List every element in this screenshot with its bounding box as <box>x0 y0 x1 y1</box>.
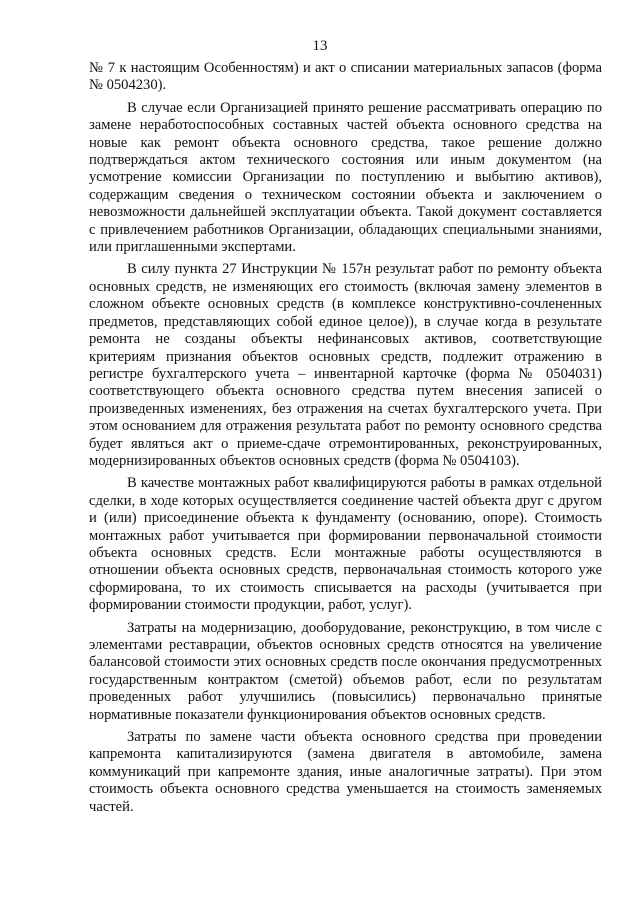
paragraph-instruction-157n: В силу пункта 27 Инструкции № 157н результат работ по ремонту объекта основных средств, не изменяющих его стоимость (включая замену элементов в сложном объекте основных средств (в комплексе конструктивно-сочлененных предметов, представляющих собой единое целое)), в случае когда в результате ремонта не созданы объекты нефинансовых активов, соответствующие критериям признания объектов основных средств, подлежит отражению в регистре бухгалтерского учета – инвентарной карточке (форма № 0504031) соответствующего объекта основного средства путем внесения записей о произведенных изменениях, без отражения на счетах бухгалтерского учета. При этом основанием для отражения результата работ по ремонту основного средства будет являться акт о приеме-сдаче отремонтированных, реконструированных, модернизированных объектов основных средств (форма № 0504103). <box>89 261 602 469</box>
paragraph-continuation: № 7 к настоящим Особенностям) и акт о списании материальных запасов (форма № 0504230). <box>89 60 602 94</box>
paragraph-installation-works: В качестве монтажных работ квалифицируются работы в рамках отдельной сделки, в ходе которых осуществляется соединение частей объекта друг с другом и (или) присоединение объекта к фундаменту (основанию, опоре). Стоимость монтажных работ учитывается при формировании первоначальной стоимости объекта основных средств. Если монтажные работы осуществляются в отношении объекта основных средств, первоначальная стоимость которого уже сформирована, то их стоимость списывается на расходы (учитывается при формировании стоимости продукции, работ, услуг). <box>89 475 602 614</box>
paragraph-modernization-costs: Затраты на модернизацию, дооборудование, реконструкцию, в том числе с элементами реставрации, объектов основных средств относятся на увеличение балансовой стоимости этих основных средств после окончания предусмотренных государственным контрактом (сметой) объемов работ, если по результатам проведенных работ улучшились (повысились) первоначально принятые нормативные показатели функционирования объектов основных средств. <box>89 619 602 723</box>
paragraph-capital-repair-costs: Затраты по замене части объекта основного средства при проведении капремонта капитализируются (замена двигателя в автомобиле, замена коммуникаций при капремонте здания, иные аналогичные затраты). При этом стоимость объекта основного средства уменьшается на стоимость заменяемых частей. <box>89 729 602 815</box>
paragraph-repair-decision: В случае если Организацией принято решение рассматривать операцию по замене неработоспособных составных частей объекта основного средства на новые как ремонт объекта основного средства, такое решение должно подтверждаться актом технического состояния или иным документом (на усмотрение комиссии Организации по поступлению и выбытию активов), содержащим сведения о техническом состоянии объекта и заключением о невозможности дальнейшей эксплуатации объекта. Такой документ составляется с привлечением работников Организации, обладающих специальными знаниями, или приглашенными экспертами. <box>89 99 602 256</box>
document-body <box>89 60 602 821</box>
page-number: 13 <box>312 38 328 54</box>
